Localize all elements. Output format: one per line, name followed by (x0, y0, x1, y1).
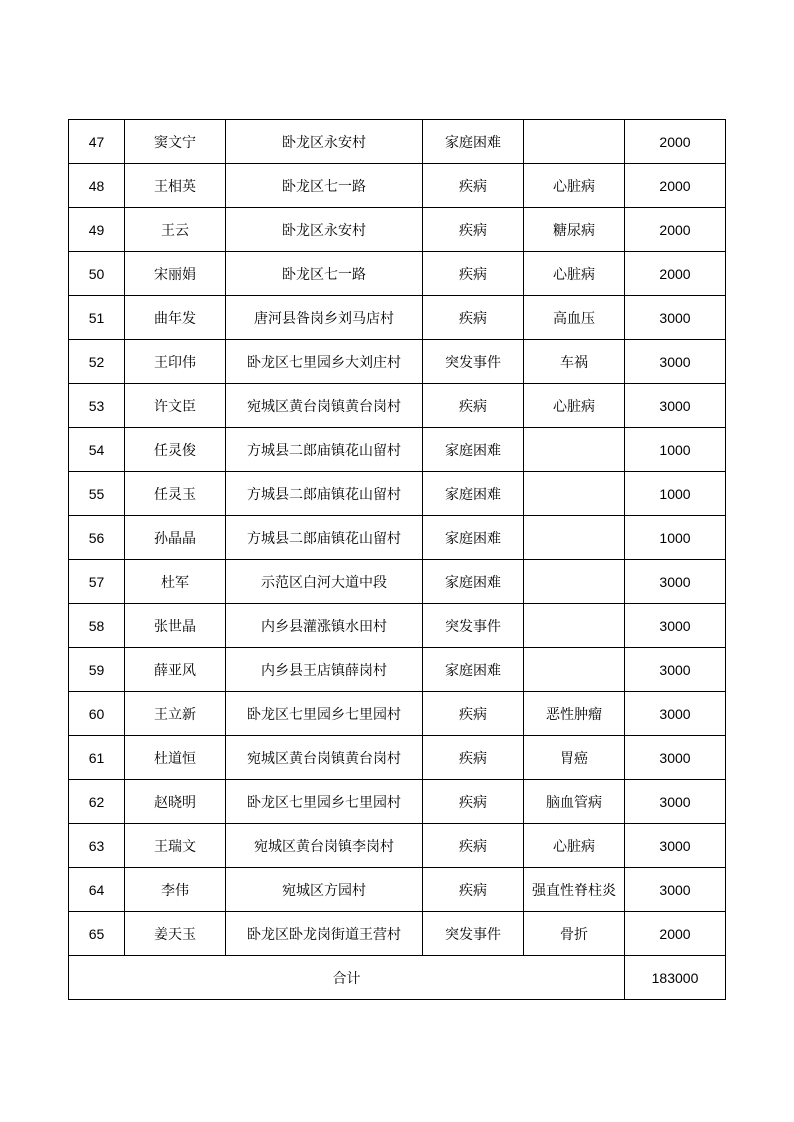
address: 方城县二郎庙镇花山留村 (226, 516, 423, 560)
row-number: 48 (69, 164, 125, 208)
aid-reason: 疾病 (423, 384, 524, 428)
row-number: 53 (69, 384, 125, 428)
aid-reason: 家庭困难 (423, 120, 524, 164)
table-row (69, 912, 726, 956)
person-name: 孙晶晶 (125, 516, 226, 560)
illness: 恶性肿瘤 (524, 692, 625, 736)
table-row (69, 428, 726, 472)
total-amount: 183000 (625, 956, 726, 1000)
aid-reason: 突发事件 (423, 340, 524, 384)
address: 方城县二郎庙镇花山留村 (226, 428, 423, 472)
aid-reason: 家庭困难 (423, 472, 524, 516)
row-number: 62 (69, 780, 125, 824)
person-name: 赵晓明 (125, 780, 226, 824)
illness (524, 516, 625, 560)
address: 卧龙区卧龙岗街道王营村 (226, 912, 423, 956)
row-number: 47 (69, 120, 125, 164)
aid-reason: 家庭困难 (423, 560, 524, 604)
row-number: 63 (69, 824, 125, 868)
table-row (69, 252, 726, 296)
aid-reason: 突发事件 (423, 912, 524, 956)
illness: 骨折 (524, 912, 625, 956)
address: 卧龙区永安村 (226, 120, 423, 164)
aid-amount: 3000 (625, 824, 726, 868)
table-row (69, 340, 726, 384)
row-number: 65 (69, 912, 125, 956)
illness (524, 604, 625, 648)
table-row (69, 472, 726, 516)
illness (524, 472, 625, 516)
table-row (69, 164, 726, 208)
illness (524, 560, 625, 604)
table-body (69, 120, 726, 956)
table-row (69, 516, 726, 560)
aid-amount: 3000 (625, 340, 726, 384)
aid-amount: 3000 (625, 384, 726, 428)
aid-reason: 疾病 (423, 208, 524, 252)
illness: 心脏病 (524, 824, 625, 868)
illness (524, 428, 625, 472)
aid-reason: 疾病 (423, 164, 524, 208)
illness (524, 648, 625, 692)
row-number: 49 (69, 208, 125, 252)
address: 卧龙区七里园乡大刘庄村 (226, 340, 423, 384)
illness (524, 120, 625, 164)
illness: 胃癌 (524, 736, 625, 780)
table-row (69, 296, 726, 340)
table-row (69, 120, 726, 164)
row-number: 58 (69, 604, 125, 648)
aid-amount: 3000 (625, 560, 726, 604)
aid-reason: 家庭困难 (423, 428, 524, 472)
address: 方城县二郎庙镇花山留村 (226, 472, 423, 516)
person-name: 窦文宁 (125, 120, 226, 164)
illness: 车祸 (524, 340, 625, 384)
aid-reason: 家庭困难 (423, 648, 524, 692)
row-number: 54 (69, 428, 125, 472)
aid-amount: 3000 (625, 868, 726, 912)
table-row (69, 868, 726, 912)
person-name: 姜天玉 (125, 912, 226, 956)
aid-reason: 疾病 (423, 692, 524, 736)
row-number: 51 (69, 296, 125, 340)
aid-amount: 3000 (625, 780, 726, 824)
person-name: 李伟 (125, 868, 226, 912)
total-label: 合计 (69, 956, 625, 1000)
aid-amount: 2000 (625, 252, 726, 296)
illness: 脑血管病 (524, 780, 625, 824)
address: 内乡县灌涨镇水田村 (226, 604, 423, 648)
address: 宛城区黄台岗镇黄台岗村 (226, 384, 423, 428)
person-name: 曲年发 (125, 296, 226, 340)
row-number: 56 (69, 516, 125, 560)
illness: 心脏病 (524, 252, 625, 296)
aid-amount: 3000 (625, 736, 726, 780)
aid-amount: 2000 (625, 208, 726, 252)
table-row (69, 736, 726, 780)
aid-amount: 1000 (625, 516, 726, 560)
row-number: 60 (69, 692, 125, 736)
address: 卧龙区七一路 (226, 164, 423, 208)
relief-table (68, 119, 726, 1000)
aid-reason: 疾病 (423, 296, 524, 340)
row-number: 59 (69, 648, 125, 692)
person-name: 王云 (125, 208, 226, 252)
aid-reason: 突发事件 (423, 604, 524, 648)
illness: 心脏病 (524, 384, 625, 428)
aid-amount: 2000 (625, 120, 726, 164)
address: 卧龙区七一路 (226, 252, 423, 296)
aid-amount: 3000 (625, 604, 726, 648)
address: 卧龙区七里园乡七里园村 (226, 780, 423, 824)
row-number: 50 (69, 252, 125, 296)
person-name: 王相英 (125, 164, 226, 208)
total-row (69, 956, 726, 1000)
address: 卧龙区永安村 (226, 208, 423, 252)
illness: 糖尿病 (524, 208, 625, 252)
illness: 心脏病 (524, 164, 625, 208)
aid-reason: 家庭困难 (423, 516, 524, 560)
person-name: 张世晶 (125, 604, 226, 648)
illness: 高血压 (524, 296, 625, 340)
row-number: 55 (69, 472, 125, 516)
aid-amount: 1000 (625, 472, 726, 516)
person-name: 任灵俊 (125, 428, 226, 472)
aid-reason: 疾病 (423, 824, 524, 868)
aid-amount: 2000 (625, 912, 726, 956)
table-row (69, 824, 726, 868)
aid-reason: 疾病 (423, 780, 524, 824)
person-name: 宋丽娟 (125, 252, 226, 296)
table-row (69, 560, 726, 604)
person-name: 许文臣 (125, 384, 226, 428)
person-name: 杜道恒 (125, 736, 226, 780)
aid-reason: 疾病 (423, 252, 524, 296)
table-row (69, 384, 726, 428)
table-row (69, 780, 726, 824)
aid-amount: 3000 (625, 692, 726, 736)
row-number: 57 (69, 560, 125, 604)
aid-amount: 3000 (625, 648, 726, 692)
address: 内乡县王店镇薛岗村 (226, 648, 423, 692)
aid-amount: 1000 (625, 428, 726, 472)
aid-reason: 疾病 (423, 736, 524, 780)
person-name: 王立新 (125, 692, 226, 736)
table-row (69, 208, 726, 252)
person-name: 杜军 (125, 560, 226, 604)
person-name: 王瑞文 (125, 824, 226, 868)
address: 唐河县昝岗乡刘马店村 (226, 296, 423, 340)
address: 卧龙区七里园乡七里园村 (226, 692, 423, 736)
address: 宛城区方园村 (226, 868, 423, 912)
table-row (69, 604, 726, 648)
person-name: 王印伟 (125, 340, 226, 384)
aid-amount: 2000 (625, 164, 726, 208)
aid-reason: 疾病 (423, 868, 524, 912)
address: 宛城区黄台岗镇李岗村 (226, 824, 423, 868)
person-name: 薛亚风 (125, 648, 226, 692)
person-name: 任灵玉 (125, 472, 226, 516)
row-number: 64 (69, 868, 125, 912)
address: 示范区白河大道中段 (226, 560, 423, 604)
table-row (69, 648, 726, 692)
aid-amount: 3000 (625, 296, 726, 340)
table-row (69, 692, 726, 736)
row-number: 61 (69, 736, 125, 780)
illness: 强直性脊柱炎 (524, 868, 625, 912)
row-number: 52 (69, 340, 125, 384)
address: 宛城区黄台岗镇黄台岗村 (226, 736, 423, 780)
